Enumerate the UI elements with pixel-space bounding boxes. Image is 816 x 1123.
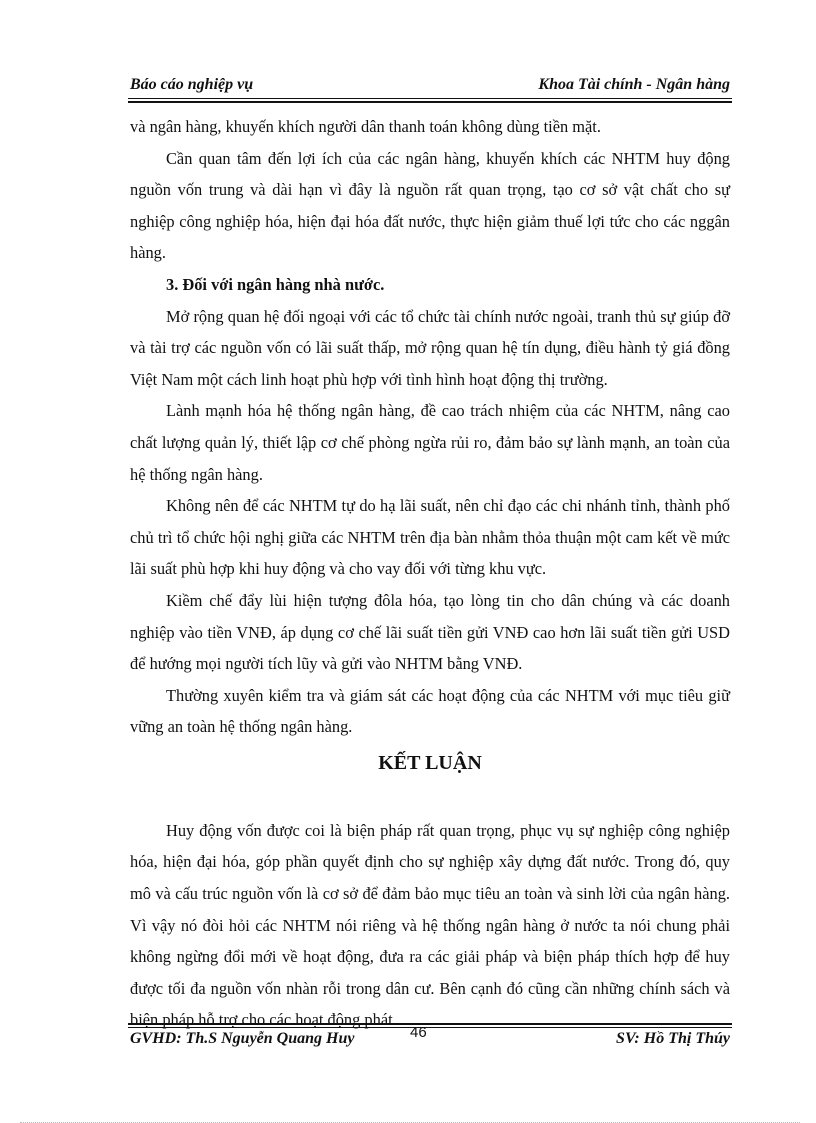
header-report-title: Báo cáo nghiệp vụ (130, 76, 254, 93)
header-rule-thin (128, 98, 732, 99)
paragraph-supervision: Thường xuyên kiểm tra và giám sát các hoạt động của các NHTM với mục tiêu giữ vững an toàn hệ thống ngân hàng. (130, 685, 730, 737)
footer-instructor: GVHD: Th.S Nguyễn Quang Huy (130, 1030, 355, 1047)
paragraph-interest-rate: Không nên để các NHTM tự do hạ lãi suất, nên chỉ đạo các chi nhánh tỉnh, thành phố chủ trì tổ chức hội nghị giữa các NHTM trên địa bàn nhằm thỏa thuận một cam kết về mức lãi suất phù hợp khi huy động và cho vay đối với từng khu vực. (130, 496, 730, 579)
running-header (130, 74, 730, 96)
paragraph-bank-interest: Cần quan tâm đến lợi ích của các ngân hàng, khuyến khích các NHTM huy động nguồn vốn trung và dài hạn vì đây là nguồn rất quan trọng, tạo cơ sở vật chất cho sự nghiệp công nghiệp hóa, hiện đại hóa đất nước, thực hiện giảm thuế lợi tức cho các nggân hàng. (130, 148, 730, 263)
paragraph-dollarization: Kiềm chế đẩy lùi hiện tượng đôla hóa, tạo lòng tin cho dân chúng và các doanh nghiệp vào tiền VNĐ, áp dụng cơ chế lãi suất tiền gửi VNĐ cao hơn lãi suất tiền gửi USD để hướng mọi người tích lũy và gửi vào NHTM bằng VNĐ. (130, 590, 730, 674)
page-number: 46 (410, 1024, 427, 1041)
section-heading-state-bank: 3. Đối với ngân hàng nhà nước. (166, 274, 385, 294)
paragraph-foreign-relations: Mở rộng quan hệ đối ngoại với các tổ chức tài chính nước ngoài, tranh thủ sự giúp đỡ và tài trợ các nguồn vốn có lãi suất thấp, mở rộng quan hệ tín dụng, điều hành tỷ giá đồng Việt Nam một cách linh hoạt phù hợp với tình hình hoạt động thị trường. (130, 306, 730, 389)
conclusion-title: KẾT LUẬN (378, 751, 482, 774)
paragraph-banking-health: Lành mạnh hóa hệ thống ngân hàng, đề cao trách nhiệm của các NHTM, nâng cao chất lượng quản lý, thiết lập cơ chế phòng ngừa rủi ro, đảm bảo sự lành mạnh, an toàn của hệ thống ngân hàng. (130, 401, 730, 484)
body-text (130, 111, 730, 1036)
paragraph-continuation: và ngân hàng, khuyến khích người dân thanh toán không dùng tiền mặt. (130, 117, 601, 136)
header-rule-thick (128, 101, 732, 103)
footer-rule-thick (128, 1023, 732, 1025)
header-faculty: Khoa Tài chính - Ngân hàng (538, 76, 730, 93)
footer-student: SV: Hồ Thị Thúy (616, 1030, 730, 1047)
paragraph-conclusion: Huy động vốn được coi là biện pháp rất quan trọng, phục vụ sự nghiệp công nghiệp hóa, hiện đại hóa, góp phần quyết định cho sự nghiệp xây dựng đất nước. Trong đó, quy mô và cấu trúc nguồn vốn là cơ sở để đảm bảo mục tiêu an toàn và sinh lời của ngân hàng. Vì vậy nó đòi hỏi các NHTM nói riêng và hệ thống ngân hàng ở nước ta nói chung phải không ngừng đổi mới về hoạt động, đưa ra các giải pháp và biện pháp thích hợp để huy được tối đa nguồn vốn nhàn rỗi trong dân cư. Bên cạnh đó cũng cần những chính sách và biện pháp hỗ trợ cho các hoạt động phát (130, 820, 730, 1030)
running-footer (130, 1028, 730, 1050)
